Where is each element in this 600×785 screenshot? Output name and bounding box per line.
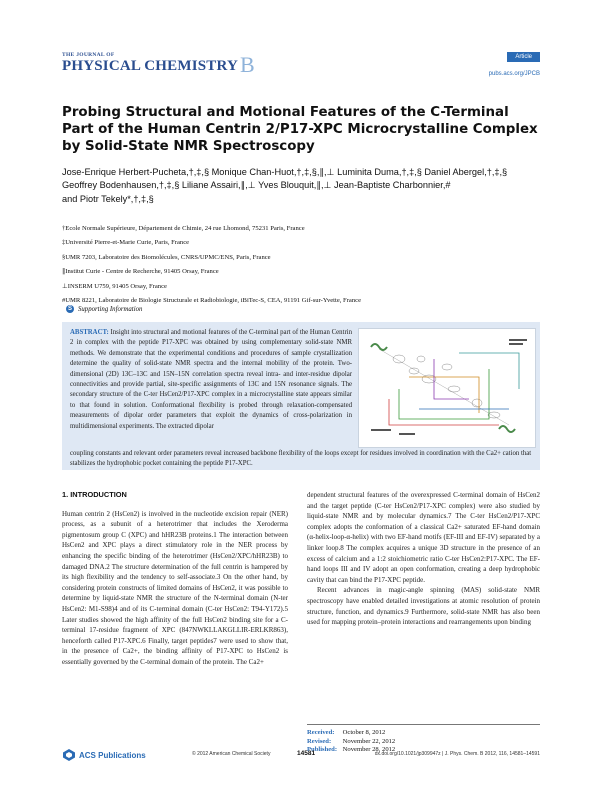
paragraph: Human centrin 2 (HsCen2) is involved in the nucleotide excision repair (NER) process, as a subunit of a heterotrimer that includes the Xeroderma pigmentosum group C (XPC) and hHR23B proteins.1 The interaction between HsCen2 and XPC plays a direct stimulatory role in the NER process by enhancing the specific binding of the heterotrimer (HsCen2/XPC/hHR23B) to damaged DNA.2 The structure determination of the full centrin is hampered by its high flexibility and the tendency to self-associate.3 On the other hand, by considering protein constructs of limited domains of HsCen2, it was possible to determine by liquid-state NMR the structure of the N-terminal domain (N-ter HsCen2: M1-S98)4 and of its C-terminal domain (C-ter HsCen2: T94-Y172).5 Later studies showed the high affinity of the full HsCen2 binding site for a C-terminal 17-residue fragment of XPC (847NWKLLAKGLLIR-ERLKR863), henceforth called P17-XPC.6 Finally, target peptides7 were used to show that, in the presence of Ca2+, the binding affinity of P17-XPC to HsCen2 is essentially governed by the C-terminal domain of the protein. The Ca2+ [62,509,288,666]
author-line[interactable]: and Piotr Tekely*,†,‡,§ [62,193,154,204]
publisher-name: ACS Publications [79,750,146,760]
affiliation: #UMR 8221, Laboratoire de Biologie Structurale et Radiobiologie, iBiTec-S, CEA, 91191 Gif-sur-Yvette, France [62,297,362,305]
abstract-body: Insight into structural and motional features of the C-terminal part of the Human Centrin 2 in complex with the peptide P17-XPC was obtained by using complementary solid-state NMR methods. We demonstrate that the experimental conditions and procedures of sample crystallization determine the quality of solid-state NMR spectra and the internal mobility of the protein. Two-dimensional (2D) 13C–13C and 15N–15N correlation spectra reveal intra- and inter-residue dipolar connectivities and provide partial, site-specific assignments of 13C and 15N resonance signals. The secondary structure of the C-ter HsCen2/P17-XPC complex in a microcrystalline state appears similar to that found in solution. Conformational flexibility is probed through relaxation-compensated measurements of dipolar order parameters that exploit the dynamics of cross-polarization in multidimensional experiments. The extracted dipolar [70,329,352,430]
acs-logo-icon [62,749,76,761]
date-revised: Revised: November 22, 2012 [307,737,396,745]
affiliation: §UMR 7203, Laboratoire des Biomolécules, CNRS/UPMC/ENS, Paris, France [62,253,271,261]
article-title: Probing Structural and Motional Features of the C-Terminal Part of the Human Centrin 2/P17-XPC Microcrystalline Complex by Solid-State NMR Spectroscopy [62,105,538,154]
supporting-info-label: Supporting Information [78,305,143,313]
doi-citation-link[interactable]: dx.doi.org/10.1021/jp309947z | J. Phys. Chem. B 2012, 116, 14581–14591 [374,751,540,757]
affiliation: ∥Institut Curie - Centre de Recherche, 91405 Orsay, France [62,268,219,276]
journal-name-prefix: THE JOURNAL OF [62,52,115,58]
acs-publications-logo[interactable] [62,749,146,761]
abstract-label: ABSTRACT: [70,329,109,336]
paragraph: dependent structural features of the overexpressed C-terminal domain of HsCen2 and the target peptide (C-ter HsCen2/P17-XPC complex) were also studied by liquid-state NMR and by molecular dynamics.7 The C-ter HsCen2/P17-XPC complex adopts the conformation of a classical Ca2+ saturated EF-hand domain (α-helix-loop-α-helix) with two EF-hand motifs (EF-III and EF-IV) separated by a linker loop.8 The complex acquires a unique 3D structure in the presence of an excess of calcium and a 1:2 stoichiometric ratio C-ter HsCen2:P17-XPC. The EF-hand loops III and IV adopt an open conformation, creating a deep hydrophobic cavity that can bind the P17-XPC peptide. [307,491,540,584]
toc-graphic [358,328,536,448]
affiliation-list [62,222,540,308]
author-list [62,166,540,206]
journal-url-link[interactable]: pubs.acs.org/JPCB [488,71,540,77]
page-footer [62,749,540,761]
date-published: Published: November 28, 2012 [307,746,396,754]
section-heading: 1. INTRODUCTION [62,490,127,499]
journal-header [62,52,540,77]
paragraph: Recent advances in magic-angle spinning (MAS) solid-state NMR spectroscopy have enabled detailed investigations at atomic resolution of protein structure, function, and dynamics.9 Furthermore, solid-state NMR has also been used for mapping protein–protein interactions and rearrangements upon binding [307,586,540,627]
article-type-badge: Article [507,52,540,62]
copyright: © 2012 American Chemical Society [192,751,271,757]
date-received: Received: October 8, 2012 [307,729,386,736]
page-number: 14581 [297,750,316,757]
author-line[interactable]: Geoffrey Bodenhausen,†,‡,§ Liliane Assairi,∥,⊥ Yves Blouquit,∥,⊥ Jean-Baptiste Charbonnier,# [62,180,451,191]
affiliation: ⊥INSERM U759, 91405 Orsay, France [62,282,167,290]
left-column [62,490,288,668]
journal-name[interactable]: PHYSICAL CHEMISTRYB [62,52,255,77]
journal-letter: B [240,52,255,77]
author-line[interactable]: Jose-Enrique Herbert-Pucheta,†,‡,§ Monique Chan-Huot,†,‡,§,∥,⊥ Luminita Duma,†,‡,§ Daniel Abergel,†,‡,§ [62,167,508,177]
supporting-info-icon: S [67,306,72,312]
affiliation: †Ecole Normale Supérieure, Département de Chimie, 24 rue Lhomond, 75231 Paris, France [62,225,305,232]
right-column [307,490,540,628]
toc-spectrum-figure [359,329,535,447]
supporting-info-link[interactable] [66,305,142,313]
abstract-text [70,328,352,432]
abstract-continuation: coupling constants and relevant order parameters reveal increased backbone flexibility of the loops except for residues involved in coordination with the Ca2+ cation that stabilizes the hydrophobic pocket containing the peptide P17-XPC. [70,450,532,468]
abstract-box [62,322,540,470]
affiliation: ‡Université Pierre-et-Marie Curie, Paris, France [62,239,190,247]
